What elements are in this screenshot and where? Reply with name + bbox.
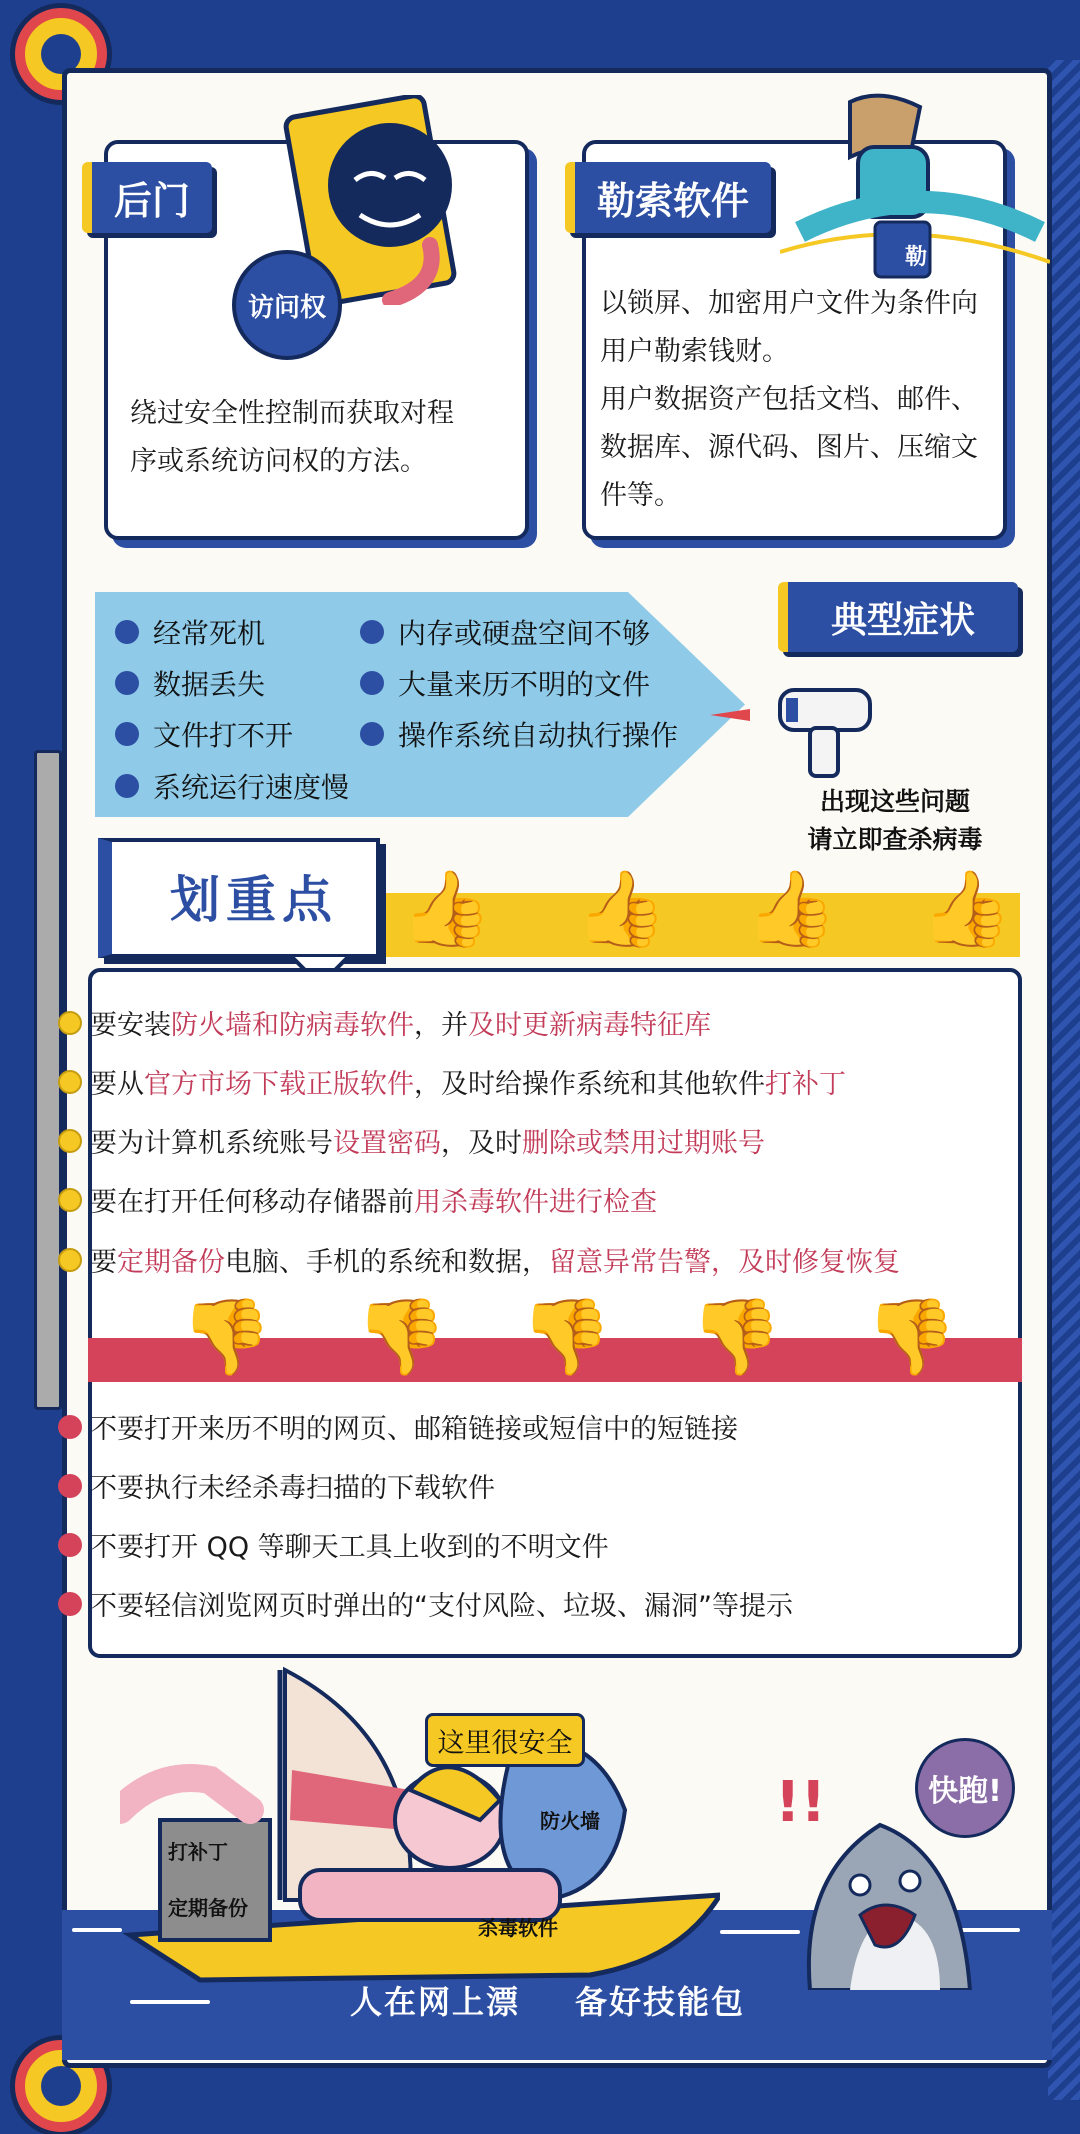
- do-highlight: 留意异常告警，及时修复恢复: [549, 1247, 900, 1278]
- safe-speech-bubble: 这里很安全: [425, 1713, 585, 1767]
- do-highlight: 及时更新病毒特征库: [468, 1010, 711, 1041]
- thumbs-down-icon: 👎: [690, 1294, 783, 1380]
- bullet-dot-icon: [360, 620, 384, 644]
- symptom-item: [115, 766, 349, 806]
- wave-line: [130, 2000, 210, 2004]
- thumbs-down-icon: 👎: [520, 1294, 613, 1380]
- warning-text: [770, 783, 1020, 859]
- do-text: 电脑、手机的系统和数据，: [225, 1247, 549, 1278]
- do-highlight: 删除或禁用过期账号: [522, 1128, 765, 1159]
- backdoor-description: [130, 390, 454, 486]
- ransomware-desc-line: 件等。: [600, 480, 681, 511]
- symptom-item: [115, 714, 293, 754]
- do-highlight: 防火墙和防病毒软件: [171, 1010, 414, 1041]
- yellow-bullet-icon: [58, 1070, 82, 1094]
- bullet-dot-icon: [115, 620, 139, 644]
- do-item: [90, 1121, 765, 1160]
- symptom-label: 文件打不开: [153, 719, 294, 752]
- symptom-label: 操作系统自动执行操作: [398, 719, 679, 752]
- do-text: 要在打开任何移动存储器前: [90, 1187, 414, 1218]
- ransomware-desc-line: 用户勒索钱财。: [600, 336, 789, 367]
- bullet-dot-icon: [360, 671, 384, 695]
- do-text: ，并: [414, 1010, 468, 1041]
- do-text: 要安装: [90, 1010, 171, 1041]
- do-item: [90, 1003, 711, 1042]
- yellow-bullet-icon: [58, 1129, 82, 1153]
- do-highlight: 打补丁: [765, 1069, 846, 1100]
- slogan-left: 人在网上漂: [350, 1983, 521, 2021]
- ransom-tag: 勒: [905, 245, 928, 270]
- wave-line: [720, 1930, 800, 1934]
- do-item: [90, 1062, 846, 1101]
- wave-line: [72, 1928, 122, 1932]
- symptom-item: [115, 663, 265, 703]
- key-points-title-box: [98, 838, 380, 958]
- backdoor-title: 后门: [82, 162, 212, 233]
- symptom-item: [360, 663, 650, 703]
- warning-line: 请立即查杀病毒: [807, 825, 983, 854]
- thumbs-down-icon: 👎: [355, 1294, 448, 1380]
- thermometer-gun-icon: [700, 670, 880, 780]
- key-points-title: 划重点: [170, 871, 338, 929]
- symptom-label: 经常死机: [153, 617, 266, 650]
- do-text: 要: [90, 1247, 117, 1278]
- dont-text: 不要轻信浏览网页时弹出的“支付风险、垃圾、漏洞”等提示: [90, 1591, 793, 1622]
- dont-text: 不要打开来历不明的网页、邮箱链接或短信中的短链接: [90, 1414, 738, 1445]
- symptom-label: 内存或硬盘空间不够: [398, 617, 651, 650]
- do-highlight: 定期备份: [117, 1247, 225, 1278]
- yellow-bullet-icon: [58, 1011, 82, 1035]
- dont-item: [90, 1525, 609, 1564]
- yellow-bullet-icon: [58, 1188, 82, 1212]
- warning-line: 出现这些问题: [819, 787, 970, 816]
- symptom-item: [115, 612, 265, 652]
- do-item: [90, 1180, 657, 1219]
- patch-box-label: 打补丁: [168, 1840, 228, 1864]
- do-highlight: 官方市场下载正版软件: [144, 1069, 414, 1100]
- ransomware-title: 勒索软件: [565, 162, 771, 233]
- backdoor-desc-line: 序或系统访问权的方法。: [130, 446, 427, 477]
- dont-text: 不要执行未经杀毒扫描的下载软件: [90, 1473, 495, 1504]
- thumbs-up-icon: 👍: [575, 866, 668, 952]
- symptom-item: [360, 714, 678, 754]
- ransomware-desc-line: 数据库、源代码、图片、压缩文: [600, 432, 978, 463]
- bullet-dot-icon: [115, 671, 139, 695]
- shark-icon: [790, 1815, 990, 1990]
- dont-item: [90, 1466, 495, 1505]
- red-bullet-icon: [58, 1533, 82, 1557]
- thumbs-up-icon: 👍: [400, 866, 493, 952]
- typical-symptoms-title: 典型症状: [778, 582, 1018, 652]
- dont-text: 不要打开 QQ 等聊天工具上收到的不明文件: [90, 1532, 609, 1563]
- dont-item: [90, 1584, 793, 1623]
- firewall-bag-label: 防火墙: [540, 1809, 600, 1833]
- red-bullet-icon: [58, 1415, 82, 1439]
- thumbs-up-icon: 👍: [920, 866, 1013, 952]
- backup-box-label: 定期备份: [168, 1896, 248, 1920]
- slogan-right: 备好技能包: [575, 1983, 746, 2021]
- do-text: 要为计算机系统账号: [90, 1128, 333, 1159]
- symptom-label: 大量来历不明的文件: [398, 668, 651, 701]
- right-stripe-border: [1048, 60, 1080, 2100]
- dont-item: [90, 1407, 738, 1446]
- bullet-dot-icon: [115, 774, 139, 798]
- symptom-label: 数据丢失: [153, 668, 266, 701]
- backdoor-desc-line: 绕过安全性控制而获取对程: [130, 398, 454, 429]
- red-bullet-icon: [58, 1474, 82, 1498]
- yellow-bullet-icon: [58, 1248, 82, 1272]
- thumbs-down-icon: 👎: [180, 1294, 273, 1380]
- bullet-dot-icon: [360, 722, 384, 746]
- access-badge: 访问权: [232, 250, 342, 360]
- do-text: ，及时: [441, 1128, 522, 1159]
- bullet-dot-icon: [115, 722, 139, 746]
- antivirus-boat-label: 杀毒软件: [478, 1916, 558, 1940]
- run-speech-bubble: 快跑!: [915, 1738, 1015, 1838]
- symptom-item: [360, 612, 650, 652]
- red-bullet-icon: [58, 1592, 82, 1616]
- do-text: ，及时给操作系统和其他软件: [414, 1069, 765, 1100]
- ransomware-description: [600, 280, 978, 520]
- thumbs-up-icon: 👍: [745, 866, 838, 952]
- thumbs-down-icon: 👎: [865, 1294, 958, 1380]
- symptom-label: 系统运行速度慢: [153, 771, 350, 804]
- do-highlight: 用杀毒软件进行检查: [414, 1187, 657, 1218]
- do-highlight: 设置密码: [333, 1128, 441, 1159]
- sailboat-scene-icon: [120, 1660, 720, 1990]
- exclamation-marks: !!: [775, 1770, 827, 1835]
- do-item: [90, 1240, 900, 1279]
- ransomware-desc-line: 以锁屏、加密用户文件为条件向: [600, 288, 978, 319]
- ransomware-desc-line: 用户数据资产包括文档、邮件、: [600, 384, 978, 415]
- do-text: 要从: [90, 1069, 144, 1100]
